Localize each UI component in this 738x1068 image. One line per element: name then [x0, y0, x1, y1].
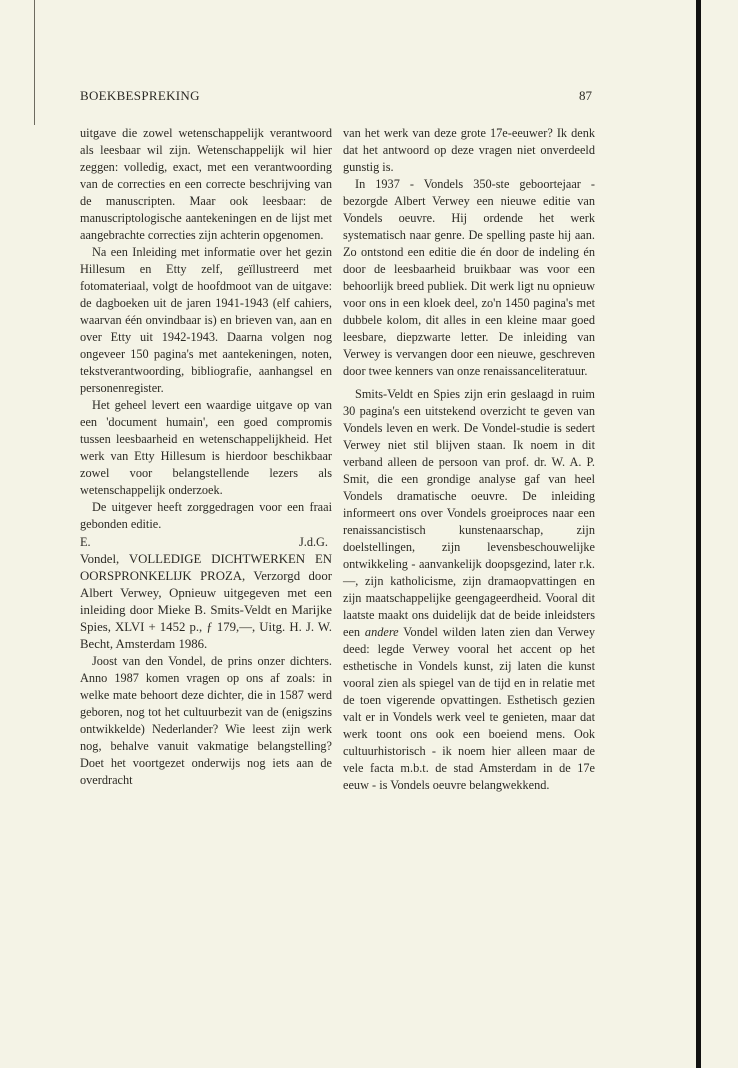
- paragraph: In 1937 - Vondels 350-ste geboortejaar - bezorgde Albert Verwey een nieuwe editie van Vondels oeuvre. Hij ordende het werk systematisch naar genre. De spelling paste hij aan. Zo ontstond een editie die én door de indeling én door de leesbaarheid bruikbaar was voor een behoorlijk breed publiek. Dit werk ligt nu opnieuw voor ons in een kloek deel, zo'n 1450 pagina's met dubbele kolom, dit alles in een kleine maar goed leesbare, diepzwarte letter. De inleiding van Verwey is vervangen door een nieuwe, geschreven door twee kenners van onze renaissanceliteratuur.: [343, 177, 595, 378]
- emphasis-text: andere: [364, 625, 399, 639]
- paragraph: Joost van den Vondel, de prins onzer dichters. Anno 1987 komen vragen op ons af zoals: in welke mate behoort deze dichter, die in 1587 werd geboren, nog tot het cultuurbezit van de (enigszins ontwikkelde) Nederlander? Wie leest zijn werk nog, behalve vanuit vakmatige belangstelling? Doet het voortgezet onderwijs nog iets aan de overdracht: [80, 654, 332, 787]
- paragraph-text: Smits-Veldt en Spies zijn erin geslaagd in ruim 30 pagina's een uitstekend overzicht te geven van Vondels leven en werk. De Vondel-studie is sedert Verwey niet stil blijven staan. Ik noem in dit verband alleen de persoon van prof. dr. W. A. P. Smit, die een grondige analyse gaf van heel Vondels dramatische oeuvre. De inleiding informeert ons over Vondels groeiproces naar een renaissancistisch kunstenaarschap, zijn doelstellingen, zijn levensbeschouwelijke ontwikkeling - aanvankelijk doopsgezind, later r.k. —, zijn katholicisme, zijn dramaopvattingen en zijn maatschappelijke geengageerdheid. Vooral dit laatste maakt ons duidelijk dat de beide inleidsters een: [343, 387, 595, 639]
- paragraph: Na een Inleiding met informatie over het gezin Hillesum en Etty zelf, geïllustreerd met fotomateriaal, volgt de hoofdmoot van de uitgave: de dagboeken uit de jaren 1941-1943 (elf cahiers, waarvan één onvindbaar is) en brieven van, aan en over Etty uit 1942-1943. Daarna volgen nog ongeveer 150 pagina's met aantekeningen, noten, tekstverantwoording, bibliografie, aanhangsel en personenregister.: [80, 245, 332, 395]
- book-review-heading: Vondel, VOLLEDIGE DICHTWERKEN EN OORSPRONKELIJK PROZA, Verzorgd door Albert Verwey, Opnieuw uitgegeven met een inleiding door Mieke B. Smits-Veldt en Marijke Spies, XLVI + 1452 p., ƒ 179,—, Uitg. H. J. W. Becht, Amsterdam 1986.: [80, 552, 332, 651]
- paragraph: De uitgever heeft zorggedragen voor een fraai gebonden editie.: [80, 500, 332, 531]
- review-signature: [80, 534, 332, 551]
- page-number: 87: [579, 88, 592, 103]
- left-column: [80, 125, 332, 789]
- page-header: [80, 88, 592, 106]
- paragraph: uitgave die zowel wetenschappelijk verantwoord als leesbaar wil zijn. Wetenschappelijk wil hier zeggen: volledig, exact, met een verantwoording van de correcties en een correcte beschrijving van de manuscripten. Maar ook leesbaar: de manuscriptologische aantekeningen en de lijst met aangebrachte correcties zijn achterin opgenomen.: [80, 126, 332, 242]
- signature-initial: E.: [80, 535, 91, 549]
- paragraph-text: Vondel wilden laten zien dan Verwey deed: legde Verwey vooral het accent op het esthetische in Vondels kunst, zij laten die kunst vooral zien als spiegel van de tijd en in relatie met de toen vigerende opvattingen. Esthetisch gezien valt er in Vondels werk veel te genieten, maar dat werk toont ons ook een boeiend mens. Ook cultuurhistorisch - ik noem hier alleen maar de vele facta m.b.t. de stad Amsterdam in de 17e eeuw - is Vondels oeuvre belangwekkend.: [343, 625, 595, 792]
- running-head: BOEKBESPREKING: [80, 88, 200, 103]
- paragraph: Het geheel levert een waardige uitgave op van een 'document humain', een goed compromis tussen leesbaarheid en wetenschappelijkheid. Het werk van Etty Hillesum is hierdoor beschikbaar zowel voor belangstellende lezers als wetenschappelijk onderzoek.: [80, 398, 332, 497]
- scan-right-edge-bar: [696, 0, 701, 1068]
- signature-author: J.d.G.: [298, 535, 328, 549]
- right-column: [343, 125, 595, 794]
- paragraph: [343, 386, 595, 794]
- scan-left-edge-line: [34, 0, 35, 125]
- paragraph: van het werk van deze grote 17e-eeuwer? Ik denk dat het antwoord op deze vragen niet onverdeeld gunstig is.: [343, 126, 595, 174]
